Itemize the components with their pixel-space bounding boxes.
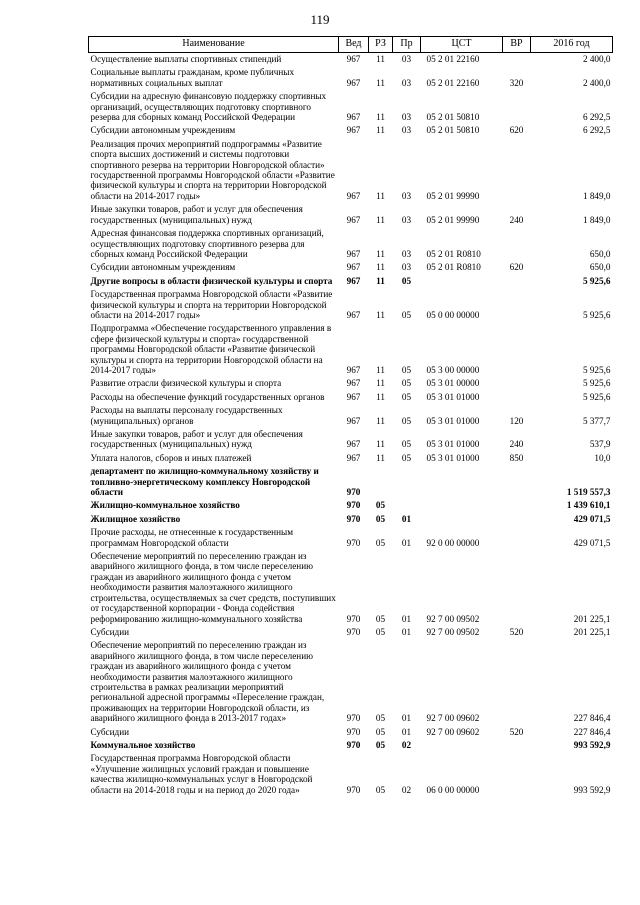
row-ved: 967	[346, 275, 361, 286]
row-sum: 650,0	[589, 248, 611, 259]
row-pr: 01	[401, 613, 412, 624]
row-ved: 967	[346, 125, 361, 136]
row-vr	[503, 739, 531, 752]
row-ved: 967	[346, 54, 361, 64]
row-name: Субсидии	[90, 626, 130, 637]
row-name: Жилищное хозяйство	[90, 513, 181, 524]
row-vr	[503, 639, 531, 725]
row-sum: 10,0	[594, 452, 611, 463]
row-rz: 05	[375, 513, 386, 524]
row-name: Адресная финансовая поддержка спортивных организаций, осуществляющих подготовку спортивного резерва для сборных команд Российской Федерации	[90, 228, 324, 259]
row-rz: 11	[376, 190, 385, 201]
row-rz: 11	[376, 275, 385, 286]
row-name: Государственная программа Новгородской области «Улучшение жилищных условий граждан и повышение качества жилищно-коммунальных услуг в Новгородской области на 2014-2018 годы и на период до 2020 года»	[90, 753, 313, 795]
row-cst: 05 2 01 99990	[426, 190, 480, 201]
table-row	[89, 90, 613, 124]
row-name: Расходы на обеспечение функций государственных органов	[90, 391, 325, 402]
table-row	[89, 124, 613, 137]
row-name: Реализация прочих мероприятий подпрограммы «Развитие спорта высших достижений и системы подготовки спортивного резерва на территории Новгородской области» государственной программы Новгородской области «Развитие физической культуры и спорта на территории Новгородской области на 2014-2017 годы»	[90, 138, 335, 201]
row-vr	[503, 526, 531, 550]
row-name: Государственная программа Новгородской области «Развитие физической культуры и спорта на территории Новгородской области на 2014-2017 годы»	[90, 289, 333, 320]
row-cst: 05 2 01 22160	[426, 77, 480, 88]
row-pr: 05	[401, 364, 412, 375]
row-cst	[421, 465, 503, 499]
row-rz: 11	[376, 112, 385, 123]
table-row	[89, 452, 613, 465]
header-pr: Пр	[393, 37, 421, 53]
row-vr	[503, 322, 531, 377]
row-vr	[503, 90, 531, 124]
row-vr	[503, 275, 531, 288]
row-pr	[393, 465, 421, 499]
row-rz: 11	[376, 309, 385, 320]
header-name: Наименование	[89, 37, 339, 53]
row-sum: 993 592,9	[573, 739, 611, 750]
row-vr: 520	[509, 626, 524, 637]
row-ved: 970	[346, 613, 361, 624]
table-row	[89, 404, 613, 428]
table-row	[89, 391, 613, 404]
row-ved: 967	[346, 262, 361, 273]
table-row	[89, 752, 613, 797]
row-name: Субсидии	[90, 726, 130, 737]
row-rz: 05	[375, 726, 386, 737]
row-name: Субсидии автономным учреждениям	[90, 262, 236, 273]
row-pr: 03	[401, 54, 412, 64]
row-cst: 92 7 00 09602	[426, 726, 480, 737]
row-ved: 970	[346, 784, 361, 795]
row-ved: 967	[346, 248, 361, 259]
row-vr	[503, 377, 531, 390]
row-sum: 1 519 557,3	[566, 487, 611, 498]
row-vr: 240	[509, 214, 524, 225]
row-pr: 01	[401, 726, 412, 737]
row-rz: 05	[375, 613, 386, 624]
row-name: Расходы на выплаты персоналу государственных (муниципальных) органов	[90, 405, 283, 426]
row-rz: 11	[376, 452, 385, 463]
row-sum: 227 846,4	[573, 726, 611, 737]
row-pr: 03	[401, 190, 412, 201]
table-row	[89, 203, 613, 227]
row-pr: 05	[401, 309, 412, 320]
row-pr: 01	[401, 513, 412, 524]
row-vr: 620	[509, 262, 524, 273]
row-vr	[503, 465, 531, 499]
row-sum: 429 071,5	[573, 537, 611, 548]
row-ved: 967	[346, 452, 361, 463]
table-row	[89, 739, 613, 752]
row-pr: 03	[401, 248, 412, 259]
row-vr	[503, 391, 531, 404]
row-cst: 05 2 01 22160	[426, 54, 480, 64]
row-cst: 05 0 00 00000	[426, 309, 480, 320]
row-cst: 92 7 00 09602	[426, 713, 480, 724]
row-cst: 05 2 01 R0810	[426, 248, 481, 259]
row-vr: 120	[509, 415, 524, 426]
row-pr: 02	[401, 739, 412, 750]
row-ved: 967	[346, 391, 361, 402]
row-vr: 520	[509, 726, 524, 737]
row-sum: 5 925,6	[582, 391, 611, 402]
table-row	[89, 227, 613, 261]
row-ved: 970	[346, 537, 361, 548]
table-row	[89, 513, 613, 526]
row-ved: 967	[346, 309, 361, 320]
row-sum: 5 925,6	[582, 364, 611, 375]
row-name: Осуществление выплаты спортивных стипендий	[90, 54, 282, 64]
row-sum: 5 925,6	[582, 275, 611, 286]
row-name: Прочие расходы, не отнесенные к государственным программам Новгородской области	[90, 527, 294, 548]
row-name: Уплата налогов, сборов и иных платежей	[90, 452, 252, 463]
row-rz	[369, 465, 393, 499]
row-sum: 5 377,7	[582, 415, 611, 426]
table-row	[89, 66, 613, 90]
row-ved: 967	[346, 77, 361, 88]
row-cst: 05 3 01 01000	[426, 415, 480, 426]
row-cst: 92 7 00 09502	[426, 613, 480, 624]
row-cst: 05 3 01 01000	[426, 391, 480, 402]
table-row	[89, 138, 613, 203]
budget-table	[88, 36, 613, 797]
row-vr	[503, 227, 531, 261]
row-ved: 970	[346, 726, 361, 737]
row-pr	[393, 499, 421, 512]
table-body	[89, 53, 613, 798]
row-name: Коммунальное хозяйство	[90, 739, 196, 750]
row-rz: 05	[375, 739, 386, 750]
row-rz: 11	[376, 54, 385, 64]
row-cst	[421, 275, 503, 288]
table-row	[89, 465, 613, 499]
row-vr: 240	[509, 439, 524, 450]
row-cst: 05 3 00 00000	[426, 364, 480, 375]
row-name: Субсидии автономным учреждениям	[90, 125, 236, 136]
row-cst: 05 3 01 00000	[426, 378, 480, 389]
row-ved: 967	[346, 439, 361, 450]
row-ved: 970	[346, 513, 361, 524]
row-sum: 650,0	[589, 262, 611, 273]
row-vr: 320	[509, 77, 524, 88]
row-cst: 06 0 00 00000	[426, 784, 480, 795]
row-pr: 05	[401, 452, 412, 463]
table-row	[89, 639, 613, 725]
table-row	[89, 377, 613, 390]
row-sum: 1 439 610,1	[566, 500, 611, 511]
row-sum: 537,9	[589, 439, 611, 450]
row-vr: 850	[509, 452, 524, 463]
table-row	[89, 53, 613, 67]
row-name: Другие вопросы в области физической культуры и спорта	[90, 275, 333, 286]
row-vr: 620	[509, 125, 524, 136]
row-vr	[503, 53, 531, 67]
row-sum: 227 846,4	[573, 713, 611, 724]
row-name: Развитие отрасли физической культуры и спорта	[90, 378, 282, 389]
row-vr	[503, 288, 531, 322]
row-sum: 993 592,9	[573, 784, 611, 795]
header-ved: Вед	[339, 37, 369, 53]
row-sum: 1 849,0	[582, 214, 611, 225]
row-sum: 201 225,1	[573, 626, 611, 637]
table-row	[89, 550, 613, 626]
row-cst	[421, 499, 503, 512]
row-ved: 967	[346, 112, 361, 123]
row-sum: 6 292,5	[582, 112, 611, 123]
row-pr: 05	[401, 439, 412, 450]
row-ved: 970	[346, 626, 361, 637]
row-cst	[421, 739, 503, 752]
row-name: Иные закупки товаров, работ и услуг для обеспечения государственных (муниципальных) нужд	[90, 204, 303, 225]
row-rz: 11	[376, 391, 385, 402]
row-rz: 11	[376, 77, 385, 88]
row-rz: 11	[376, 125, 385, 136]
row-pr: 03	[401, 77, 412, 88]
row-cst: 92 0 00 00000	[426, 537, 480, 548]
row-rz: 11	[376, 439, 385, 450]
row-pr: 03	[401, 112, 412, 123]
row-pr: 02	[401, 784, 412, 795]
row-ved: 967	[346, 378, 361, 389]
row-cst: 05 2 01 50810	[426, 125, 480, 136]
row-ved: 970	[346, 500, 361, 511]
row-rz: 11	[376, 415, 385, 426]
row-cst	[421, 513, 503, 526]
row-sum: 429 071,5	[573, 513, 611, 524]
row-pr: 03	[401, 262, 412, 273]
row-cst: 92 7 00 09502	[426, 626, 480, 637]
row-pr: 01	[401, 626, 412, 637]
row-name: Субсидии на адресную финансовую поддержку спортивных организаций, осуществляющих подготовку спортивного резерва для сборных команд Российской Федерации	[90, 91, 327, 123]
row-rz: 11	[376, 214, 385, 225]
row-sum: 1 849,0	[582, 190, 611, 201]
row-pr: 03	[401, 214, 412, 225]
table-header	[89, 37, 613, 53]
table-row	[89, 322, 613, 377]
row-pr: 05	[401, 391, 412, 402]
row-name: Обеспечение мероприятий по переселению граждан из аварийного жилищного фонда, в том числе переселению граждан из аварийного жилищного фонда с учетом необходимости развития малоэтажного жилищного строительства в рамках реализации мероприятий региональной адресной программы «Переселение граждан, проживающих на территории Новгородской области, из аварийного жилищного фонда в 2013-2017 годах»	[90, 640, 325, 724]
row-rz: 11	[376, 248, 385, 259]
row-pr: 05	[401, 415, 412, 426]
row-cst: 05 2 01 99990	[426, 214, 480, 225]
header-vr: ВР	[503, 37, 531, 53]
row-name: департамент по жилищно-коммунальному хозяйству и топливно-энергетическому комплексу Новгородской области	[90, 466, 319, 498]
row-pr: 01	[401, 713, 412, 724]
table-row	[89, 499, 613, 512]
row-rz: 05	[375, 500, 386, 511]
row-rz: 11	[376, 262, 385, 273]
row-ved: 967	[346, 190, 361, 201]
row-vr	[503, 513, 531, 526]
row-vr	[503, 752, 531, 797]
row-rz: 05	[375, 626, 386, 637]
row-cst: 05 2 01 50810	[426, 112, 480, 123]
table-row	[89, 261, 613, 274]
row-sum: 5 925,6	[582, 309, 611, 320]
row-pr: 03	[401, 125, 412, 136]
row-rz: 05	[375, 784, 386, 795]
table-row	[89, 526, 613, 550]
table-row	[89, 726, 613, 739]
row-name: Социальные выплаты гражданам, кроме публичных нормативных социальных выплат	[90, 67, 295, 88]
row-vr	[503, 138, 531, 203]
row-ved: 967	[346, 364, 361, 375]
row-pr: 01	[401, 537, 412, 548]
row-name: Жилищно-коммунальное хозяйство	[90, 500, 240, 511]
row-ved: 970	[346, 487, 361, 498]
row-cst: 05 3 01 01000	[426, 439, 480, 450]
table-row	[89, 275, 613, 288]
row-ved: 967	[346, 415, 361, 426]
header-year: 2016 год	[531, 37, 613, 53]
row-vr	[503, 550, 531, 626]
table-row	[89, 288, 613, 322]
row-ved: 967	[346, 214, 361, 225]
row-sum: 5 925,6	[582, 378, 611, 389]
row-vr	[503, 499, 531, 512]
row-ved: 970	[346, 713, 361, 724]
page-number: 119	[310, 12, 330, 27]
header-rz: РЗ	[369, 37, 393, 53]
row-cst: 05 2 01 R0810	[426, 262, 481, 273]
table-row	[89, 626, 613, 639]
row-pr: 05	[401, 275, 412, 286]
row-sum: 6 292,5	[582, 125, 611, 136]
row-sum: 2 400,0	[582, 77, 611, 88]
table-row	[89, 428, 613, 452]
row-name: Обеспечение мероприятий по переселению граждан из аварийного жилищного фонда, в том числе переселению граждан из аварийного жилищного фонда с учетом необходимости развития малоэтажного жилищного строительства, осуществляемых за счет средств, поступивших от государственной корпорации - Фонда содействия реформированию жилищно-коммунального хозяйства	[90, 551, 336, 624]
row-sum: 201 225,1	[573, 613, 611, 624]
row-pr: 05	[401, 378, 412, 389]
row-sum: 2 400,0	[582, 54, 611, 64]
row-rz: 11	[376, 378, 385, 389]
row-rz: 05	[375, 537, 386, 548]
row-name: Иные закупки товаров, работ и услуг для обеспечения государственных (муниципальных) нужд	[90, 429, 303, 450]
row-name: Подпрограмма «Обеспечение государственного управления в сфере физической культуры и спорта» государственной программы Новгородской области «Развитие физической культуры и спорта на территории Новгородской области на 2014-2017 годы»	[90, 323, 332, 375]
row-cst: 05 3 01 01000	[426, 452, 480, 463]
row-rz: 05	[375, 713, 386, 724]
row-rz: 11	[376, 364, 385, 375]
row-ved: 970	[346, 739, 361, 750]
header-cst: ЦСТ	[421, 37, 503, 53]
